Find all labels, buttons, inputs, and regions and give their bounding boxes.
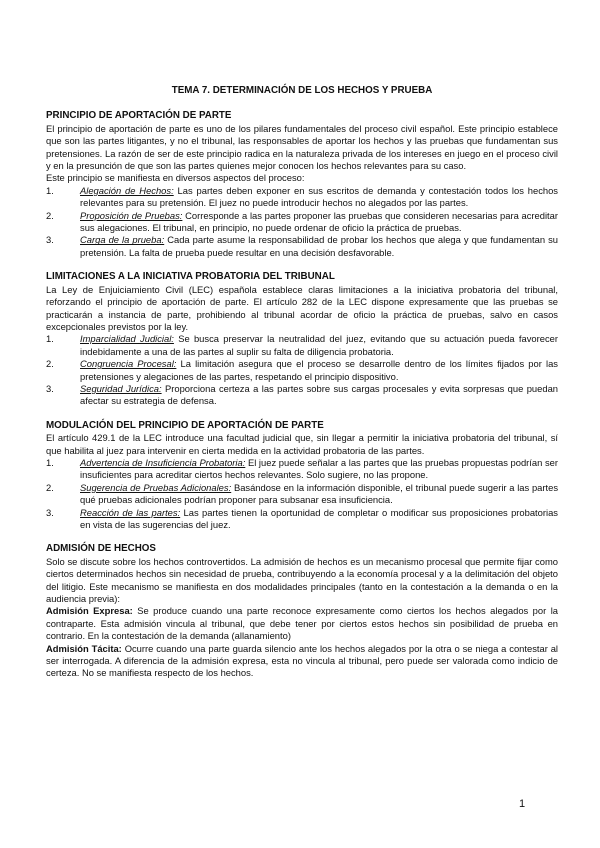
list-number: 2. — [46, 358, 54, 370]
list-number: 3. — [46, 382, 54, 394]
list-number: 2. — [46, 209, 54, 221]
list-desc: Proporciona certeza a las partes sobre sus cargas procesales y evita sorpresas que puedan afectar su estrategia de defensa. — [80, 382, 559, 407]
list-text — [80, 333, 558, 358]
list-text — [80, 358, 558, 383]
list-text — [80, 457, 558, 482]
list-term: Seguridad Jurídica: — [80, 382, 162, 394]
list-term: Advertencia de Insuficiencia Probatoria: — [80, 456, 246, 468]
list-item — [46, 507, 558, 532]
list-text — [80, 210, 558, 235]
spacer — [46, 531, 558, 543]
list-item — [46, 457, 558, 482]
list-number: 1. — [46, 456, 54, 468]
list-term: Imparcialidad Judicial: — [80, 333, 174, 345]
list-desc: Se busca preservar la neutralidad del juez, evitando que su actuación pueda favorecer indebidamente a una de las partes al suplir su falta de diligencia probatoria. — [80, 333, 558, 357]
list-text — [80, 185, 558, 210]
list-desc: La limitación asegura que el proceso se desarrolle dentro de los límites fijados por las pretensiones y alegaciones de las partes, respetando el principio dispositivo. — [80, 358, 558, 382]
spacer — [46, 408, 558, 420]
list-desc: Cada parte asume la responsabilidad de probar los hechos que alega y que fundamentan su pretensión. La falta de prueba puede resultar en una decisión desfavorable. — [80, 234, 558, 258]
paragraph: Solo se discute sobre los hechos controvertidos. La admisión de hechos es un mecanismo procesal que permite fijar como ciertos determinados hechos sin necesidad de prueba, contribuyendo a la economía procesal y a la delimitación del objeto del litigio. Este mecanismo se manifiesta en dos modalidades principales (tanto en la contestación a la demanda o en la audiencia previa): — [46, 555, 558, 605]
list-text — [80, 507, 558, 532]
list-item — [46, 333, 558, 358]
list-term: Sugerencia de Pruebas Adicionales: — [80, 481, 232, 493]
list-number: 1. — [46, 184, 54, 196]
paragraph-text: Se produce cuando una parte reconoce expresamente como ciertos los hechos alegados por la contraparte. Esta admisión vincula al tribunal, que debe tener por ciertos estos hechos sin posibilidad de prueba en contrario. En la contestación de la demanda (allanamiento) — [46, 605, 558, 642]
list-desc: Corresponde a las partes proponer las pruebas que consideren necesarias para acreditar sus alegaciones. El tribunal, en principio, no puede ordenar de oficio la práctica de pruebas. — [80, 209, 558, 234]
list-desc: El juez puede señalar a las partes que las pruebas propuestas podrían ser insuficientes para acreditar ciertos hechos relevantes. Solo sugiere, no las propone. — [80, 456, 558, 481]
document-page — [46, 85, 558, 680]
paragraph: La Ley de Enjuiciamiento Civil (LEC) española establece claras limitaciones a la iniciativa probatoria del tribunal, reforzando el principio de aportación de parte. El artículo 282 de la LEC dispone expresamente que las pruebas se practicarán a instancia de parte, prohibiendo al tribunal acordar de oficio la práctica de pruebas, salvo en casos excepcionales previstos por la ley. — [46, 283, 558, 332]
list-item — [46, 383, 558, 408]
page-number: 1 — [519, 798, 526, 810]
list-desc: Basándose en la información disponible, el tribunal puede sugerir a las partes qué pruebas adicionales podrían proponer para subsanar esa insuficiencia. — [80, 481, 559, 506]
term-admision-expresa: Admisión Expresa: — [46, 605, 133, 617]
list-number: 3. — [46, 506, 54, 518]
list-text — [80, 383, 558, 408]
list-item — [46, 482, 558, 507]
list-desc: Las partes deben exponer en sus escritos de demanda y contestación todos los hechos relevantes para su pretensión. El juez no puede introducir hechos no alegados por las partes. — [80, 184, 558, 209]
paragraph-admision-tacita — [46, 643, 558, 680]
spacer — [46, 259, 558, 271]
section-heading-modulacion: MODULACIÓN DEL PRINCIPIO DE APORTACIÓN DE PARTE — [46, 419, 324, 431]
list-term: Carga de la prueba: — [80, 234, 165, 246]
list-term: Congruencia Procesal: — [80, 358, 177, 370]
list-number: 1. — [46, 333, 54, 345]
paragraph: El principio de aportación de parte es uno de los pilares fundamentales del proceso civil español. Este principio establece que son las partes litigantes, y no el tribunal, las responsables de aportar los hechos y las pruebas que fundamentan sus pretensiones. La razón de ser de este principio radica en la naturaleza privada de los intereses en juego en el proceso civil y en la presunción de que son las partes quienes mejor conocen los hechos relevantes para su caso. — [46, 122, 558, 172]
list-term: Reacción de las partes: — [80, 506, 181, 518]
list-term: Proposición de Pruebas: — [80, 209, 183, 221]
list-item — [46, 358, 558, 383]
list-text — [80, 234, 558, 259]
section-heading-limitaciones: LIMITACIONES A LA INICIATIVA PROBATORIA DEL TRIBUNAL — [46, 271, 335, 283]
section-heading-admision: ADMISIÓN DE HECHOS — [46, 543, 156, 555]
list-number: 2. — [46, 481, 54, 493]
list-term: Alegación de Hechos: — [80, 184, 174, 196]
term-admision-tacita: Admisión Tácita: — [46, 642, 122, 654]
list-item — [46, 185, 558, 210]
list-item — [46, 210, 558, 235]
list-item — [46, 234, 558, 259]
document-title: TEMA 7. DETERMINACIÓN DE LOS HECHOS Y PRUEBA — [171, 85, 433, 96]
paragraph-text: Ocurre cuando una parte guarda silencio ante los hechos alegados por la otra o se niega a contestar al ser interrogada. A diferencia de la admisión expresa, esta no vincula al tribunal, pero puede ser valorada como indicio de certeza. No se manifiesta respecto de los hechos. — [46, 642, 559, 679]
list-text — [80, 482, 558, 507]
list-number: 3. — [46, 234, 54, 246]
list-desc: Las partes tienen la oportunidad de completar o modificar sus proposiciones probatorias en vista de las sugerencias del juez. — [80, 506, 558, 530]
paragraph: El artículo 429.1 de la LEC introduce una facultad judicial que, sin llegar a permitir la iniciativa probatoria del tribunal, sí que habilita al juez para intervenir en cierta medida en la actividad probatoria de las partes. — [46, 432, 558, 456]
paragraph: Este principio se manifiesta en diversos aspectos del proceso: — [46, 172, 305, 184]
section-heading-aportacion: PRINCIPIO DE APORTACIÓN DE PARTE — [46, 110, 232, 122]
paragraph-admision-expresa — [46, 605, 558, 642]
